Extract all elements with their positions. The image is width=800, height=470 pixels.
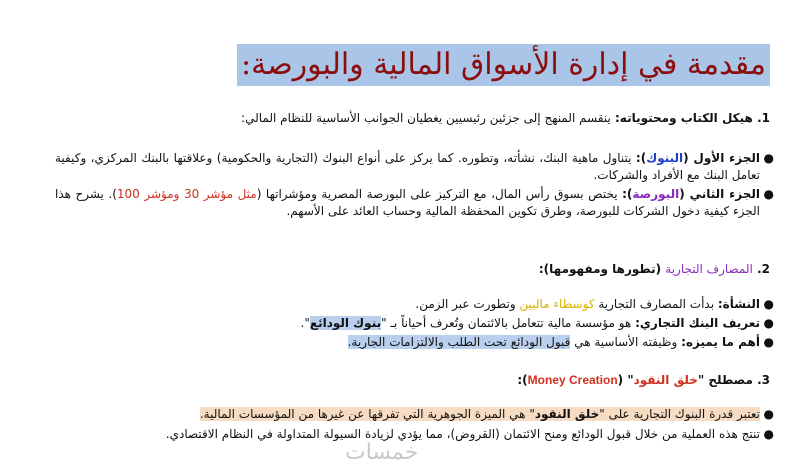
list-item xyxy=(55,186,774,220)
item-highlight: قبول الودائع تحت الطلب والالتزامات الجارية. xyxy=(347,335,571,349)
item-text: تنتج هذه العملية من خلال قبول الودائع ومنح الائتمان (القروض)، مما يؤدي لزيادة السيولة المتداولة في النظام الاقتصادي. xyxy=(165,427,760,441)
list-item xyxy=(55,150,774,184)
section-3-heading xyxy=(517,373,770,387)
section-title-mid: " ( xyxy=(617,373,634,387)
section-2-heading xyxy=(539,262,770,276)
section-title: هيكل الكتاب ومحتوياته: xyxy=(615,111,753,125)
item-text: هو مؤسسة مالية تتعامل بالائتمان وتُعرف أحياناً بـ " xyxy=(381,316,636,330)
page-title: مقدمة في إدارة الأسواق المالية والبورصة: xyxy=(237,44,770,86)
item-label: الجزء الثاني ( xyxy=(679,187,760,201)
item-text-end: ). يشرح هذا الجزء كيفية دخول الشركات للبورصة، وطرق تكوين المحفظة المالية وحساب العائد على الأسهم. xyxy=(55,187,760,218)
bullet-icon: ● xyxy=(763,297,774,311)
section-title: المصارف التجارية xyxy=(665,262,753,276)
item-highlight-block xyxy=(200,407,760,421)
item-text: تعتبر قدرة البنوك التجارية على " xyxy=(599,407,760,421)
item-label-end: ): xyxy=(622,187,633,201)
item-text-end: وتطورت عبر الزمن. xyxy=(415,297,520,311)
section-1-heading xyxy=(241,111,770,125)
item-keyword: البنوك xyxy=(646,151,684,165)
section-number: 3. xyxy=(757,373,770,387)
list-item xyxy=(55,315,774,332)
bullet-icon: ● xyxy=(763,335,774,349)
list-item xyxy=(55,296,774,313)
item-keyword: البورصة xyxy=(632,187,680,201)
section-number: 1. xyxy=(757,111,770,125)
section-title-english: Money Creation xyxy=(527,373,618,387)
item-text: وظيفته الأساسية هي xyxy=(570,335,682,349)
item-text-end: ". xyxy=(300,316,310,330)
watermark: خمسات xyxy=(345,440,419,465)
section-description: ينقسم المنهج إلى جزئين رئيسيين يغطيان الجوانب الأساسية للنظام المالي: xyxy=(241,111,611,125)
item-label: أهم ما يميزه: xyxy=(681,335,760,349)
list-item xyxy=(55,406,774,423)
item-text: يختص بسوق رأس المال، مع التركيز على البورصة المصرية ومؤشراتها ( xyxy=(256,187,623,201)
item-bold: خلق النقود xyxy=(534,407,600,421)
item-text-end: " هي الميزة الجوهرية التي تفرقها عن غيرها من المؤسسات المالية. xyxy=(199,407,535,421)
bullet-icon: ● xyxy=(763,151,774,165)
item-text: بدأت المصارف التجارية xyxy=(594,297,718,311)
item-label: النشأة: xyxy=(717,297,760,311)
section-subtitle: (تطورها ومفهومها): xyxy=(538,262,666,276)
section-title-end: ): xyxy=(517,373,528,387)
item-highlight-yellow: كوسطاء ماليين xyxy=(519,297,595,311)
item-text: يتناول ماهية البنك، نشأته، وتطوره. كما يركز على أنواع البنوك (التجارية والحكومية) وعلاقتها بالبنك المركزي، وكيفية تعامل البنك مع الأفراد والشركات. xyxy=(55,151,760,182)
list-item xyxy=(55,334,774,351)
item-label: الجزء الأول ( xyxy=(683,151,761,165)
item-label-end: ): xyxy=(635,151,647,165)
section-title-keyword: خلق النقود xyxy=(633,373,698,387)
item-highlight-red: مثل مؤشر 30 ومؤشر 100 xyxy=(116,187,257,201)
section-title: مصطلح " xyxy=(697,373,753,387)
item-highlight: بنوك الودائع xyxy=(309,316,382,330)
bullet-icon: ● xyxy=(763,187,774,201)
bullet-icon: ● xyxy=(763,407,774,421)
bullet-icon: ● xyxy=(763,316,774,330)
section-number: 2. xyxy=(757,262,770,276)
title-wrap xyxy=(237,44,770,86)
bullet-icon: ● xyxy=(763,427,774,441)
item-label: تعريف البنك التجاري: xyxy=(635,316,760,330)
